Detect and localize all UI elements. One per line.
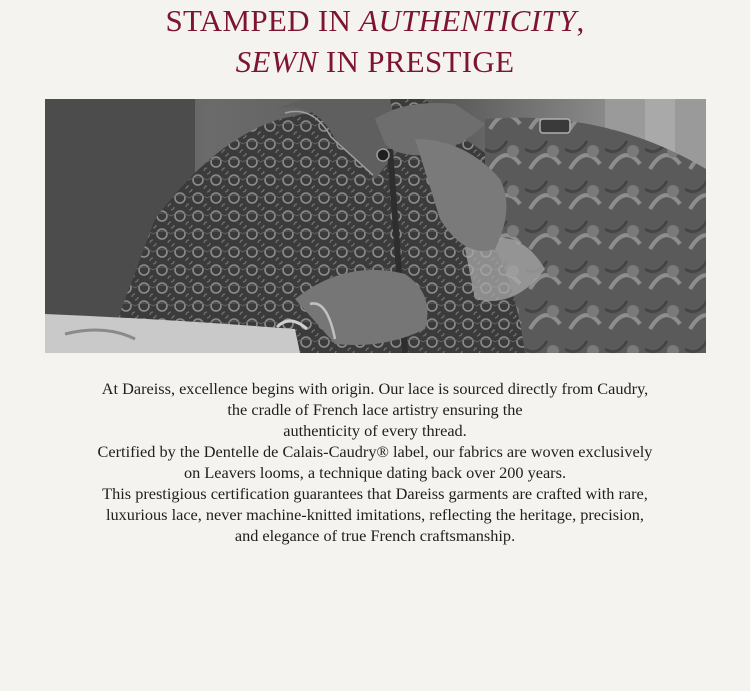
paragraph-line: on Leavers looms, a technique dating back over 200 years. — [183, 463, 567, 482]
heading-line-2 — [0, 41, 750, 82]
heading-text: IN PRESTIGE — [317, 44, 515, 79]
paragraph-line: This prestigious certification guarantees that Dareiss garments are crafted with rare, — [102, 484, 648, 503]
heading-line-1 — [0, 0, 750, 41]
lace-garment-photo — [45, 99, 706, 353]
photo-illustration — [45, 99, 706, 353]
paragraph-line: luxurious lace, never machine-knitted imitations, reflecting the heritage, precision, — [106, 505, 644, 524]
heading-text: STAMPED IN — [165, 3, 360, 38]
heading-emphasis: AUTHENTICITY — [359, 3, 577, 38]
description-paragraph — [30, 378, 720, 546]
heading-emphasis: SEWN — [235, 44, 318, 79]
paragraph-line: and elegance of true French craftsmanship. — [234, 526, 516, 545]
heading-punctuation: , — [576, 3, 585, 38]
paragraph-line: At Dareiss, excellence begins with origin. Our lace is sourced directly from Caudry, — [101, 379, 649, 398]
paragraph-line: Certified by the Dentelle de Calais-Caudry® label, our fabrics are woven exclusively — [97, 442, 653, 461]
paragraph-line: the cradle of French lace artistry ensuring the — [227, 400, 523, 419]
paragraph-line: authenticity of every thread. — [283, 421, 467, 440]
section-heading — [0, 0, 750, 82]
